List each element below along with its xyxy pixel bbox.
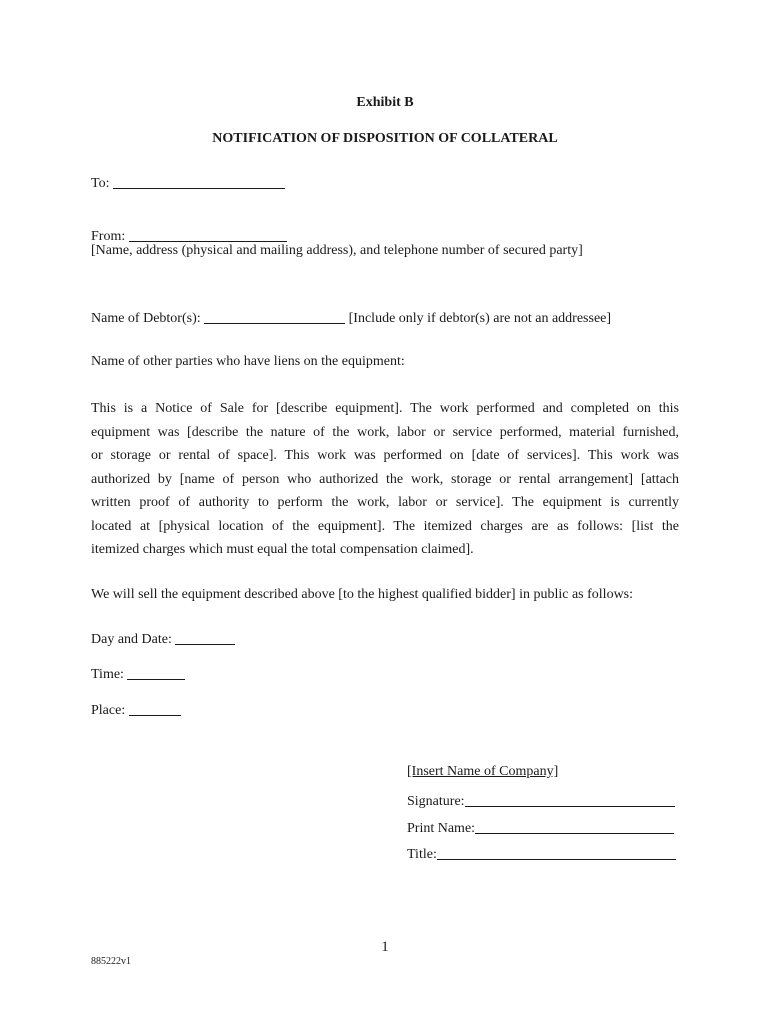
- paragraph-line: authorized by [name of person who authorized the work, storage or rental arrangement] [attach: [91, 471, 679, 487]
- document-id: 885222v1: [91, 956, 131, 967]
- title-label: Title:: [407, 847, 437, 862]
- day-date-blank: [175, 630, 235, 645]
- day-date-label: Day and Date:: [91, 632, 172, 647]
- time-label: Time:: [91, 667, 124, 682]
- from-label: From:: [91, 229, 126, 244]
- page-number: 1: [381, 939, 389, 955]
- print-name-blank: [475, 819, 674, 834]
- signature-blank: [465, 792, 675, 807]
- to-blank: [113, 174, 285, 189]
- debtor-label: Name of Debtor(s):: [91, 311, 201, 326]
- company-name: [Insert Name of Company]: [407, 764, 559, 779]
- paragraph-line: written proof of authority to perform the work, labor or service]. The equipment is currently: [91, 495, 679, 510]
- other-parties-line: Name of other parties who have liens on the equipment:: [91, 354, 405, 369]
- paragraph-line: This is a Notice of Sale for [describe equipment]. The work performed and completed on this: [91, 401, 679, 416]
- paragraph-line: equipment was [describe the nature of the work, labor or service performed, material furnished,: [91, 424, 679, 440]
- time-blank: [127, 665, 185, 680]
- paragraph-line: itemized charges which must equal the total compensation claimed].: [91, 542, 474, 557]
- title-field: [407, 845, 676, 862]
- print-name-label: Print Name:: [407, 821, 476, 836]
- signature-field: [407, 792, 675, 809]
- sale-paragraph: [91, 397, 679, 562]
- to-field: [91, 174, 285, 191]
- debtor-note: [Include only if debtor(s) are not an addressee]: [348, 311, 612, 326]
- time-field: [91, 665, 185, 682]
- to-label: To:: [91, 176, 110, 191]
- place-field: [91, 701, 181, 718]
- signature-label: Signature:: [407, 794, 465, 809]
- from-field: [91, 227, 287, 244]
- place-label: Place:: [91, 703, 126, 718]
- print-name-field: [407, 819, 674, 836]
- paragraph-line: or storage or rental of space]. This work was performed on [date of services]. This work was: [91, 448, 679, 463]
- notice-title: NOTIFICATION OF DISPOSITION OF COLLATERAL: [212, 131, 558, 146]
- from-blank: [129, 227, 287, 242]
- debtor-blank: [204, 309, 345, 324]
- paragraph-line: located at [physical location of the equipment]. The itemized charges are as follows: [list the: [91, 518, 679, 534]
- exhibit-title: Exhibit B: [356, 95, 414, 110]
- place-blank: [129, 701, 181, 716]
- debtor-field: [91, 309, 611, 326]
- from-note: [Name, address (physical and mailing address), and telephone number of secured party]: [91, 243, 583, 258]
- day-date-field: [91, 630, 235, 647]
- title-blank: [437, 845, 676, 860]
- sell-statement: We will sell the equipment described above [to the highest qualified bidder] in public as follows:: [91, 587, 634, 602]
